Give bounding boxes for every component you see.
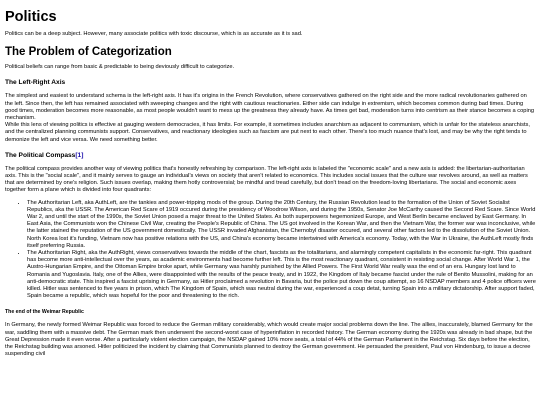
left-right-paragraph-2: While this lens of viewing politics is effective at gauging western democracies, it has limits. For example, it sometimes includes anarchism as adjacent to communism, which is unfair for the stateless anarchists, and the centralized planning communists support. Conservatives, and reactionary ideologies such as fascism are put next to each other. There's too much nuance that's lost, and may be why the right tends to demonize the left and vice versa. We need something better.: [5, 122, 530, 143]
list-item: • The Authoritarian Right, aka the AuthRight, views conservatives towards the middle of the chart, fascists as the totalitarians, and alarmingly competent capitalists in the economic far-right. This quadrant has become more anti-intellectual over the years, as academic environments had become further left. This is the most reactionary quadrant, consistent in resisting social change. After World War 1, the Austro-Hungarian Empire, and the Ottoman Empire broke apart, while Germany was harshly punished by the Allied Powers. The First World War really was the end of an era. Hungary lost land to Romania and Yugoslavia. Italy, one of the Allies, were disappointed with the results of the peace treaty, and in 1922, the Kingdom of Italy became fascist under the rule of Benito Mussolini, making for an anti-democratic state. This inspired a fascist uprising in Germany, as Hitler proclaimed a revolution in Bavaria, but the police put down the coup attempt, so 16 NSDAP members and 4 police officers were killed. Hitler was sentenced to five years in prison, which The Kingdom of Spain, which was neutral during the war, experienced a coup detat, turning Spain into a military dictatorship. After support faded, Spain became a republic, which was hopeful for the poor and threatening to the rich.: [27, 250, 536, 300]
weimar-paragraph: In Germany, the newly formed Weimar Republic was forced to reduce the German military considerably, which would create major social problems down the line. The allies, inaccurately, blamed Germany for the war, saddling them with a massive debt. The German mark then underwent the second-worst case of hyperinflation in recorded history. The German economy during the 1920s was already in bad shape, but the Great Depression made it even worse. After a particularly violent election campaign, the NSDAP gained 10% more seats, a total of 44% of the German Parliament in the Reichstag. Six days before the election, the Reichstag building was arsoned. Hitler politicized the incident by claiming that Communists planned to destroy the German government. He persuaded the president, Paul von Hindenburg, to issue a decree suspending civil: [5, 322, 533, 358]
section-heading-categorization: The Problem of Categorization: [5, 46, 172, 59]
compass-paragraph: The political compass provides another way of viewing politics that's honestly refreshing by comparison. The left-right axis is labeled the "economic scale" and a new axis is added: the libertarian-authoritarian axis. This is the "social scale", and it mainly serves to gauge an individual's views on society that aren't related to economics. This includes social issues that the culture war revolves around, as well as matters that are determined by one's religion. Such issues overlap, making them hotly controversial; be mindful and tread carefully, but don't tread on the freedom-loving libertarians. The social and economic axes together form a plane which is divided into four quadrants:: [5, 165, 528, 194]
section-heading-compass: [5, 151, 536, 160]
article: [0, 9, 540, 359]
left-right-paragraph-1: The simplest and easiest to understand schema is the left-right axis. It has it's origins in the French Revolution, where conservatives gathered on the right side and the more radical revolutionaries gathered on the left. Since then, the left has remained associated with sweeping changes and the right with cautious reactionaries. Either side can indulge in extremism, which becomes common during bad times. During good times, moderation becomes more reasonable, as most people wouldn't want to mess up the greatness they already have. As times get bad, moderation turns into centrism as their stance becomes a coping mechanism.: [5, 93, 535, 122]
list-item: • The Authoritarian Left, aka AuthLeft, are the tankies and power-tripping mods of the group. During the 20th Century, the Russian Revolution lead to the formation of the Union of Soviet Socialist Republics, aka the USSR. The American Red Scare of 1919 occured during the presidency of Woodrow Wilson, and during the 1950s, Senator Joe McCarthy caused the Second Red Scare. Since World War 2, and until the start of the 1990s, the Soviet Union posed a major threat to the United States. As both superpowers hegemonized Europe, and West Berlin became enclaved by East Germany. In East Asia, the Communists won the Chinese Civil War, creating the People's Republic of China. The US got involved in the Korean War, and then the Vietnam War, the former war was inconclusive, while the latter stained the reputation of the US government domestically. The USSR invaded Afghanistan, the Chernobyl disaster occured, and several other factors led to the dissolution of the Soviet Union. North Korea lost it's funding, Vietnam now has positive relations with the US, and China's economy became intertwined with America's economy. Today, with the War in Ukraine, the AuthLeft mostly finds itself preferring Russia.: [27, 200, 536, 250]
page-title: Politics: [5, 9, 57, 25]
section-heading-weimar: The end of the Weimar Republic: [5, 309, 84, 316]
section-heading-left-right: The Left-Right Axis: [5, 79, 66, 87]
compass-heading-text: The Political Compass: [5, 151, 76, 159]
footnote-link[interactable]: [1]: [75, 151, 84, 159]
intro-paragraph: Politics can be a deep subject. However, many associate politics with toxic discourse, which is as accurate as it is sad.: [5, 31, 303, 37]
categorization-intro: Political beliefs can range from basic & predictable to being deviously difficult to categorize.: [5, 64, 235, 71]
quadrant-list: [5, 200, 536, 301]
